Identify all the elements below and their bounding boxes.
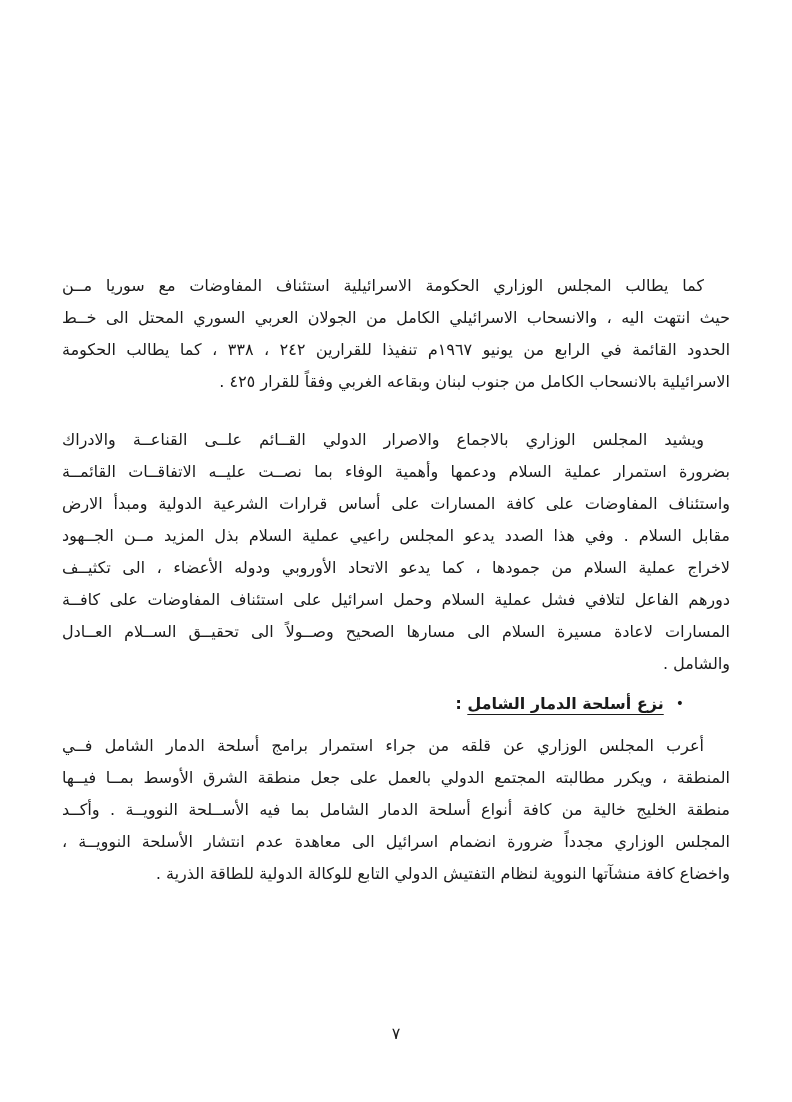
- text-line: لاخراج عملية السلام من جمودها ، كما يدعو الاتحاد الأوروبي ودوله الأعضاء ، الى تكثيــف: [62, 558, 730, 577]
- bullet-icon: •: [675, 696, 684, 712]
- page-number: ٧: [391, 1024, 401, 1043]
- text-line: كما يطالب المجلس الوزاري الحكومة الاسرائيلية استئناف المفاوضات مع سوريا مــن: [62, 276, 704, 295]
- text-line: أعرب المجلس الوزاري عن قلقه من جراء استمرار برامج أسلحة الدمار الشامل فــي: [62, 736, 704, 755]
- text-line: الاسرائيلية بالانسحاب الكامل من جنوب لبنان وبقاعه الغربي وفقاً للقرار ٤٢٥ .: [219, 372, 730, 391]
- text-line: منطقة الخليج خالية من كافة أنواع أسلحة الدمار الشامل بما فيه الأســلحة النوويــة . وأكــد: [62, 800, 730, 819]
- section-heading-colon: :: [455, 694, 468, 713]
- text-line: ويشيد المجلس الوزاري بالاجماع والاصرار الدولي القــائم علــى القناعــة والادراك: [62, 430, 704, 449]
- text-line: المنطقة ، ويكرر مطالبته المجتمع الدولي بالعمل على جعل منطقة الشرق الأوسط بمــا فيــها: [62, 768, 730, 787]
- text-line: دورهم الفاعل لتلافي فشل عملية السلام وحمل اسرائيل على استئناف المفاوضات على كافــة: [62, 590, 730, 609]
- paragraph-negotiations-syria: [62, 270, 730, 398]
- text-line: المجلس الوزاري مجدداً ضرورة انضمام اسرائيل الى معاهدة عدم انتشار الأسلحة النوويــة ،: [62, 832, 730, 851]
- text-line: الحدود القائمة في الرابع من يونيو ١٩٦٧م تنفيذا للقرارين ٢٤٢ ، ٣٣٨ ، كما يطالب الحكومة: [62, 340, 730, 359]
- section-heading-row: [62, 688, 730, 720]
- paragraph-wmd-disarmament: [62, 730, 730, 890]
- text-line: المسارات لاعادة مسيرة السلام الى مسارها الصحيح وصــولاً الى تحقيــق الســلام العــادل: [62, 622, 730, 641]
- text-line: حيث انتهت اليه ، والانسحاب الاسرائيلي الكامل من الجولان العربي السوري المحتل الى خــط: [62, 308, 730, 327]
- section-heading-text: نزع أسلحة الدمار الشامل: [467, 694, 664, 713]
- text-block: [62, 270, 730, 890]
- text-line: بضرورة استمرار عملية السلام ودعمها وأهمية الوفاء بما نصــت عليــه الاتفاقــات القائمــة: [62, 462, 730, 481]
- paragraph-peace-process: [62, 424, 730, 680]
- text-line: واخضاع كافة منشآتها النووية لنظام التفتيش الدولي التابع للوكالة الدولية للطاقة الذرية .: [155, 864, 730, 883]
- text-line: مقابل السلام . وفي هذا الصدد يدعو المجلس راعيي عملية السلام بذل المزيد مــن الجــهود: [62, 526, 730, 545]
- text-line: والشامل .: [662, 654, 730, 673]
- text-line: واستئناف المفاوضات على كافة المسارات على أساس قرارات الشرعية الدولية ومبدأ الارض: [62, 494, 730, 513]
